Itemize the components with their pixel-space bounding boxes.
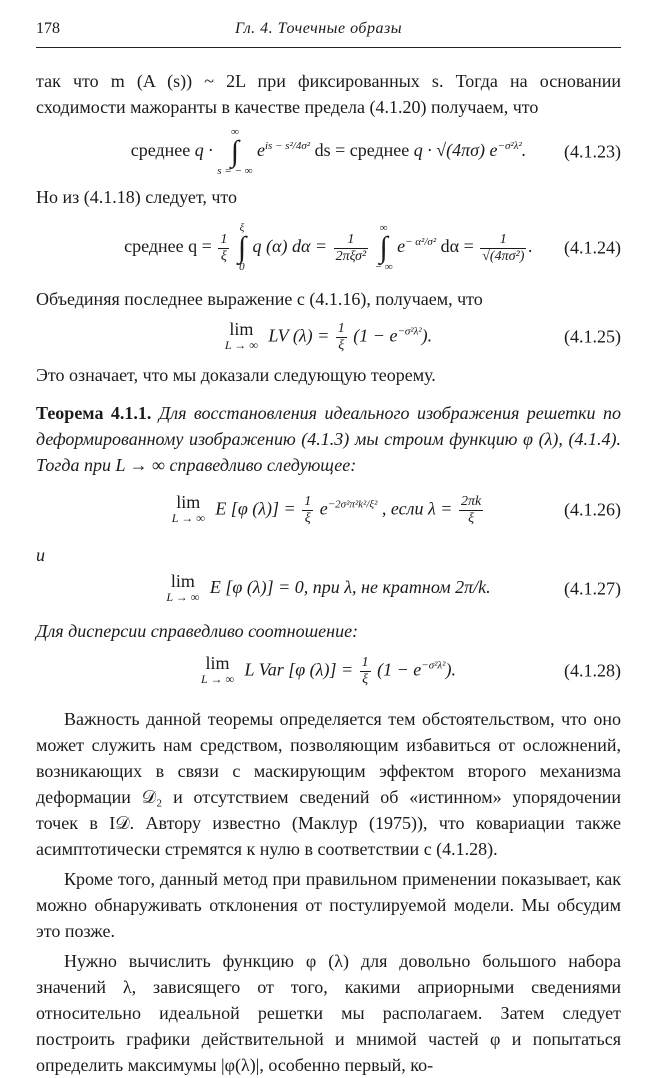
equation-4-1-27 xyxy=(36,564,621,614)
fraction xyxy=(336,321,347,354)
integral-limits-2 xyxy=(375,223,393,273)
equation-body: среднее q · ∞ ∫ s = − ∞ $e^{is - s^2/4\sigma^2}$ ds = среднее q · √(4πσ) $e^{-\sigma^2\lambda^2}$. xyxy=(130,126,527,177)
fraction-numerator: 1 xyxy=(220,231,228,247)
eq-rhs: q · √(4πσ) e xyxy=(413,140,498,161)
paragraph-1: так что m (A (s)) ~ 2L при фиксированных s. Тогда на основании сходимости мажоранты в качестве предела (4.1.20) получаем, что xyxy=(36,71,621,117)
eq-ds: ds = среднее xyxy=(314,140,410,161)
book-page xyxy=(36,20,621,1078)
eq-close: ). xyxy=(445,659,456,680)
limit-operator xyxy=(172,494,205,526)
theorem-text: Для восстановления идеального изображения решетки по деформированному изображению (4.1.3) мы строим функцию φ (λ), (4.1.4). Тогда при L → ∞ справедливо следующее: xyxy=(36,403,621,475)
paragraph-3: Объединяя последнее выражение с (4.1.16), получаем, что xyxy=(36,289,483,309)
equation-body xyxy=(166,573,490,605)
lim-word: lim xyxy=(170,571,195,591)
fraction xyxy=(360,655,371,688)
fraction-denominator: √(4πσ²) xyxy=(482,248,525,264)
integral-lower-limit: 0 xyxy=(239,261,245,273)
exp-base: e xyxy=(319,498,328,519)
integrand: q (α) dα = xyxy=(252,236,328,257)
fraction-denominator: 2πξσ² xyxy=(335,248,367,264)
rest-superscript: −σ²λ² xyxy=(397,325,422,338)
eq-dalpha: dα = xyxy=(440,236,474,257)
integral-upper-limit: ∞ xyxy=(379,222,388,234)
eq-body-text: E [φ (λ)] = xyxy=(215,498,296,519)
fraction-1-over-xi xyxy=(218,232,229,265)
equation-body: среднее q = $\frac{1}{\xi}$ ξ ∫ 0 q (α) dα = $\frac{1}{\text{2πξσ²}}$ ∞ ∫ − ∞ $e^{- \alpha^2/\sigma^2}$ dα = $\frac{1}{\text{√(4πσ²)}}$ . xyxy=(124,222,533,273)
eq-rest: (1 − e xyxy=(353,325,398,346)
eq-q: q · xyxy=(194,140,213,161)
paragraph-4: Это означает, что мы доказали следующую теорему. xyxy=(36,365,436,385)
paragraph-2: Но из (4.1.18) следует, что xyxy=(36,187,238,207)
exp-base: e xyxy=(397,236,406,257)
paragraph-7: Нужно вычислить функцию φ (λ) для довольно большого набора значений λ, зависящего от того, какими априорными сведениями относительно идеальной решетки мы располагаем. Затем следует построить графики действительной и мнимой частей φ и попытаться определить максимумы |φ(λ)|, особенно первый, ко- xyxy=(36,951,621,1075)
fraction-numerator: 2πk xyxy=(460,493,482,509)
fraction-numerator: 1 xyxy=(337,320,345,336)
equation-number: (4.1.26) xyxy=(564,499,621,520)
equation-number: (4.1.25) xyxy=(564,326,621,347)
equation-4-1-28 xyxy=(36,644,621,698)
condition-fraction xyxy=(459,494,483,527)
paragraph-5: Важность данной теоремы определяется тем обстоятельством, что оно может служить нам средством, позволяющим избавиться от осложнений, возникающих в связи с маскирующим эффектом второго механизма деформации 𝒟₂ и отсутствием сведений об «истинном» упорядочении точек в I𝒟. Автору известно (Маклур (1975)), что ковариации также асимптотически стремятся к нулю в соответствии с (4.1.28). xyxy=(36,709,621,859)
fraction-numerator: 1 xyxy=(480,232,526,249)
theorem xyxy=(36,400,621,478)
integral-sign: ∫ xyxy=(230,135,239,168)
integral-sign: ∫ xyxy=(237,231,247,264)
fraction-numerator: 1 xyxy=(334,232,369,249)
fraction-2 xyxy=(334,232,369,265)
eq-rest: (1 − e xyxy=(377,659,422,680)
lim-subscript: L → ∞ xyxy=(201,672,235,686)
fraction-denominator: ξ xyxy=(304,510,311,526)
exp-superscript: is − s²/4σ² xyxy=(264,140,311,153)
integral-lower-limit: − ∞ xyxy=(374,261,393,273)
fraction-denominator: ξ xyxy=(362,671,369,687)
equation-number: (4.1.24) xyxy=(564,237,621,258)
integral-lower-limit: s = − ∞ xyxy=(217,165,253,177)
eq-close: ). xyxy=(421,325,433,346)
fraction-numerator: 1 xyxy=(361,654,369,670)
page-header xyxy=(36,20,621,48)
dispersion-intro: Для дисперсии справедливо соотношение: xyxy=(36,621,359,641)
integral-limits xyxy=(236,223,248,273)
lim-word: lim xyxy=(229,319,254,339)
equation-4-1-24 xyxy=(36,210,621,286)
integral-sign: ∫ xyxy=(379,231,388,264)
connector-and: и xyxy=(36,545,45,565)
fraction xyxy=(302,494,313,527)
integral-upper-limit: ∞ xyxy=(230,126,239,138)
eq-condition: , если λ = xyxy=(381,498,453,519)
limit-operator xyxy=(201,655,234,687)
integral-limits xyxy=(217,127,252,177)
integral-upper-limit: ξ xyxy=(239,222,245,234)
equation-4-1-23 xyxy=(36,120,621,184)
lim-subscript: L → ∞ xyxy=(171,511,205,525)
limit-operator xyxy=(225,321,258,353)
equation-number: (4.1.27) xyxy=(564,578,621,599)
theorem-label: Теорема 4.1.1. xyxy=(36,403,152,423)
equation-number: (4.1.23) xyxy=(564,141,621,162)
fraction-denominator: ξ xyxy=(338,337,345,353)
lim-word: lim xyxy=(205,653,230,673)
fraction-numerator: 1 xyxy=(304,493,312,509)
equation-body xyxy=(201,655,456,688)
equation-body xyxy=(172,494,485,527)
eq-body-text: LV (λ) = xyxy=(268,325,330,346)
page-number: 178 xyxy=(36,20,60,37)
exp-superscript: −2σ²π²k²/ξ² xyxy=(327,498,378,511)
fraction-3 xyxy=(480,232,526,265)
lim-subscript: L → ∞ xyxy=(224,338,258,352)
eq-body-text: E [φ (λ)] = 0, при λ, не кратном 2π/k. xyxy=(209,577,491,598)
exp-base: e xyxy=(256,140,265,161)
limit-operator xyxy=(166,573,199,605)
equation-number: (4.1.28) xyxy=(564,660,621,681)
eq-body-text: L Var [φ (λ)] = xyxy=(244,659,354,680)
exp-superscript: − α²/σ² xyxy=(405,236,437,249)
fraction-denominator: ξ xyxy=(468,510,475,526)
equation-body xyxy=(225,321,432,354)
rhs-superscript: −σ²λ² xyxy=(497,140,522,153)
lim-subscript: L → ∞ xyxy=(166,590,200,604)
fraction-denominator: ξ xyxy=(220,248,227,264)
running-head: Гл. 4. Точечные образы xyxy=(234,20,403,37)
paragraph-6: Кроме того, данный метод при правильном применении показывает, как можно обнаруживать отклонения от постулируемой модели. Мы обсудим это позже. xyxy=(36,869,621,941)
lim-word: lim xyxy=(176,492,201,512)
eq-lhs-word: среднее xyxy=(130,140,191,161)
equation-4-1-25 xyxy=(36,312,621,362)
equation-4-1-26 xyxy=(36,478,621,542)
rest-superscript: −σ²λ² xyxy=(421,659,446,672)
eq-lhs: среднее q = xyxy=(124,236,212,257)
